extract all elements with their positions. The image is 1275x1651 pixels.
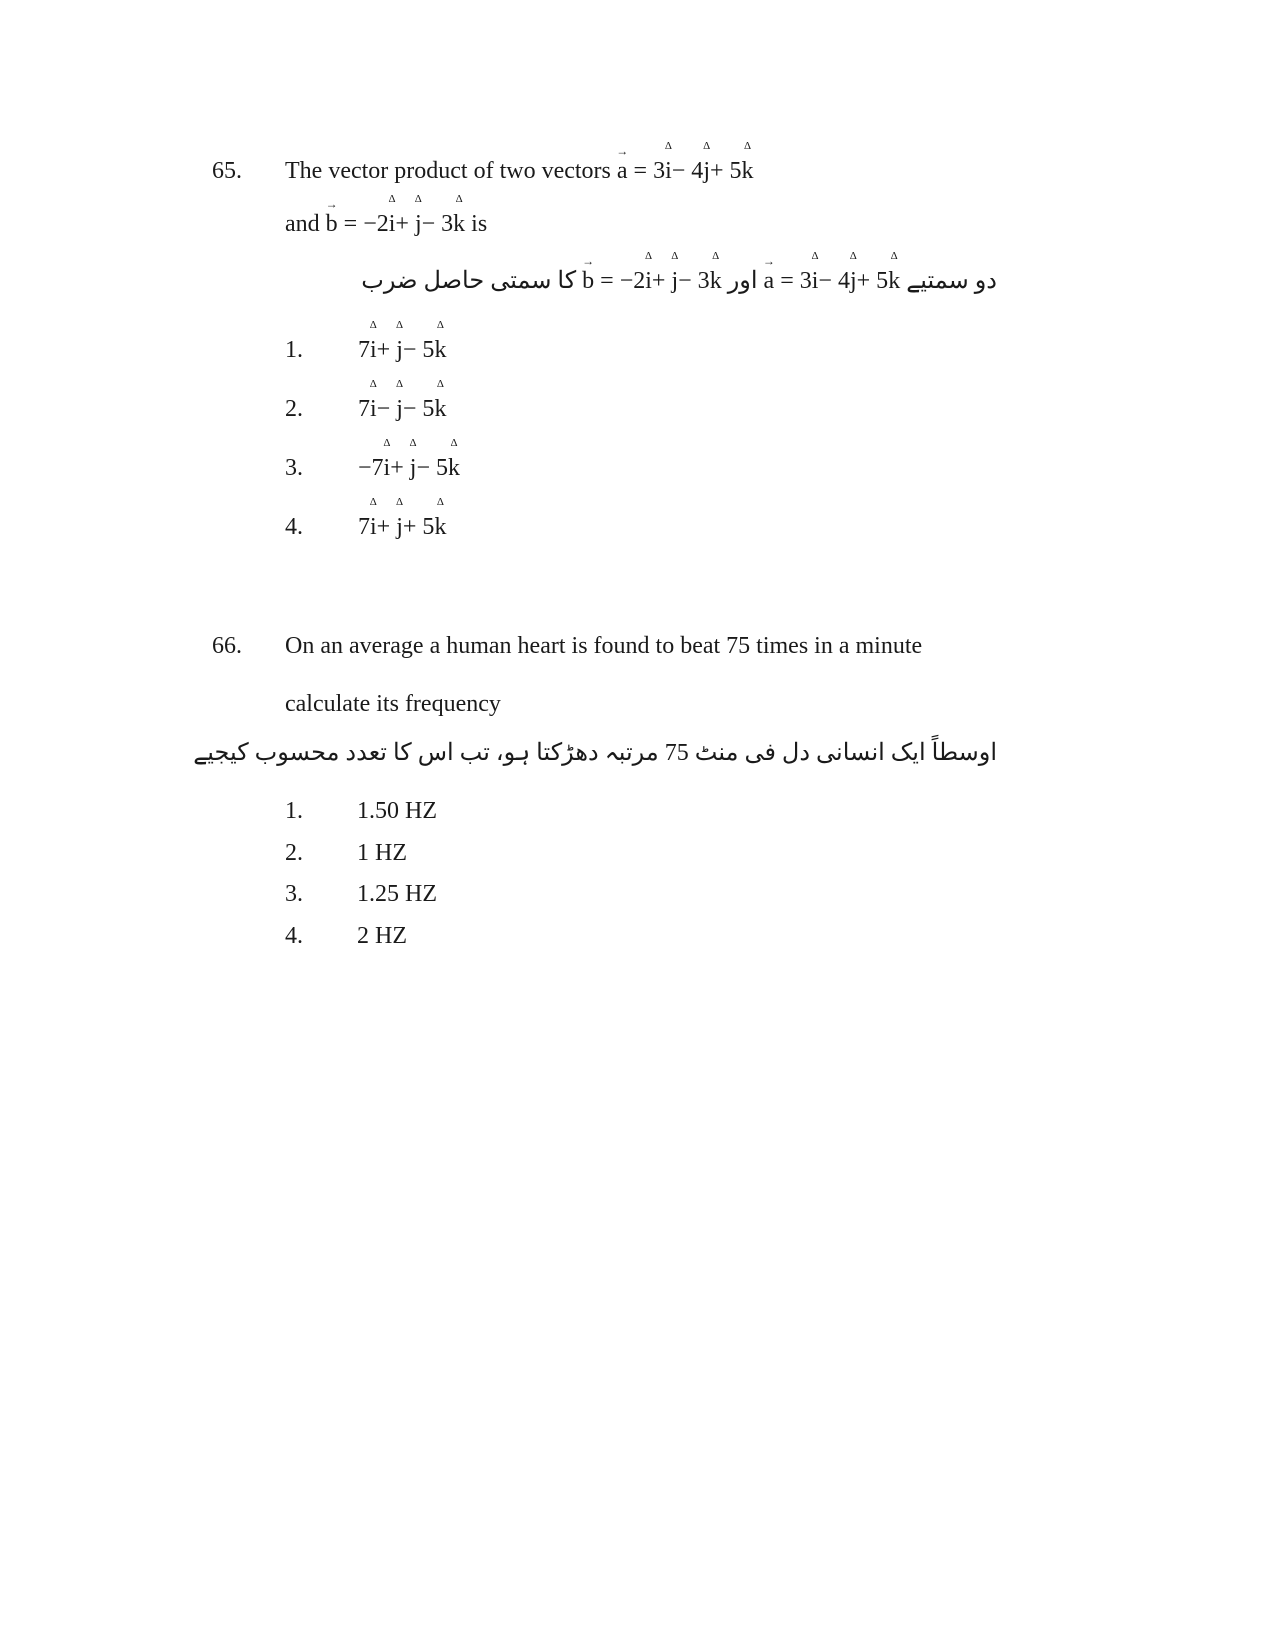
q66-option-1-value: 1.50 HZ	[357, 798, 437, 824]
question-65-urdu: دو سمتیے → a = 3Δ i− 4Δ j+ 5Δ k اور → b = −2Δ i+ Δ j− 3Δ k کا سمتی حاصل ضرب	[361, 266, 997, 295]
question-65-line-1	[285, 158, 754, 185]
vector-a-expression: → a = 3Δ i− 4Δ j+ 5Δ k	[617, 158, 754, 184]
q65-option-4-value: 7Δ i+ Δ j+ 5Δ k	[358, 514, 446, 541]
q66-option-4-number: 4.	[285, 923, 303, 949]
q65-option-1-value: 7Δ i+ Δ j− 5Δ k	[358, 337, 446, 364]
q65-option-2-number: 2.	[285, 396, 303, 422]
question-65-and: and	[285, 211, 320, 237]
question-66-line-2: calculate its frequency	[285, 691, 501, 717]
q65-option-4-number: 4.	[285, 514, 303, 540]
question-66-number: 66.	[212, 633, 242, 659]
question-65-line-2	[285, 211, 487, 238]
question-66-line-1: On an average a human heart is found to beat 75 times in a minute	[285, 633, 923, 659]
question-65-is: is	[471, 211, 488, 237]
question-65-number: 65.	[212, 158, 242, 184]
q65-option-1-number: 1.	[285, 337, 303, 363]
q66-option-1-number: 1.	[285, 798, 303, 824]
q65-option-3-value: −7Δ i+ Δ j− 5Δ k	[358, 455, 460, 482]
q66-option-3-value: 1.25 HZ	[357, 881, 437, 907]
q65-option-2-value: 7Δ i− Δ j− 5Δ k	[358, 396, 446, 423]
q66-option-2-value: 1 HZ	[357, 840, 407, 866]
question-65-text: The vector product of two vectors	[285, 158, 611, 184]
q66-option-2-number: 2.	[285, 840, 303, 866]
question-66-urdu: اوسطاً ایک انسانی دل فی منٹ 75 مرتبہ دھڑکتا ہو، تب اس کا تعدد محسوب کیجیے	[193, 740, 997, 766]
vector-b-expression: → b = −2Δ i+ Δ j− 3Δ k	[326, 211, 472, 237]
q65-option-3-number: 3.	[285, 455, 303, 481]
q66-option-4-value: 2 HZ	[357, 923, 407, 949]
q66-option-3-number: 3.	[285, 881, 303, 907]
